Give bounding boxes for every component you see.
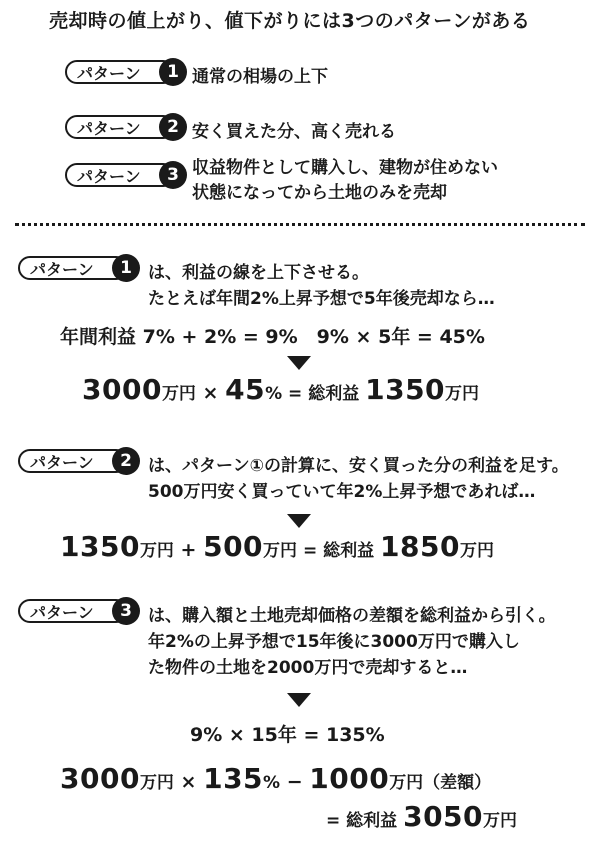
- badge-label: パターン: [30, 452, 94, 472]
- pattern-badge-1-detail: [18, 256, 132, 280]
- badge-number-2: 2: [159, 113, 187, 141]
- p1-unit2: 万円: [445, 384, 480, 404]
- p3-line1: は、購入額と土地売却価格の差額を総利益から引く。: [148, 606, 556, 626]
- p3-calc: 9% × 15年 = 135%: [190, 724, 385, 746]
- p3-unit2: 万円（差額）: [389, 773, 492, 793]
- pattern-badge-1: [65, 60, 179, 84]
- p3-pct: %: [263, 773, 281, 793]
- p3-value-a: 3000: [60, 762, 140, 795]
- summary-text-2: 安く買えた分、高く売れる: [192, 122, 396, 142]
- badge-number-3: 3: [159, 161, 187, 189]
- p1-line1: は、利益の線を上下させる。: [148, 263, 369, 283]
- p2-value-c: 1850: [380, 530, 460, 563]
- p1-eq: = 総利益: [282, 384, 366, 404]
- p2-value-b: 500: [203, 530, 264, 563]
- p3-eq: = 総利益: [326, 811, 404, 831]
- p3-unit3: 万円: [483, 811, 518, 831]
- p1-line2: たとえば年間2%上昇予想で5年後売却なら…: [148, 289, 495, 309]
- p2-unit: 万円: [139, 541, 174, 561]
- dotted-divider: [15, 223, 585, 226]
- down-arrow-icon: [287, 356, 311, 370]
- summary-text-3-line1: 収益物件として購入し、建物が住めない: [192, 158, 498, 178]
- p2-line2: 500万円安く買っていて年2%上昇予想であれば…: [148, 482, 536, 502]
- p3-op: ×: [173, 771, 204, 793]
- badge-label: パターン: [77, 63, 141, 83]
- p2-unit3: 万円: [459, 541, 494, 561]
- p1-value-b: 45: [225, 373, 266, 406]
- summary-text-3-line2: 状態になってから土地のみを売却: [192, 183, 447, 203]
- p2-value-a: 1350: [60, 530, 140, 563]
- p3-result: [60, 762, 491, 795]
- p2-eq: = 総利益: [297, 541, 381, 561]
- badge-number-2: 2: [112, 447, 140, 475]
- down-arrow-icon: [287, 514, 311, 528]
- p3-value-b: 135: [203, 762, 264, 795]
- p2-unit2: 万円: [263, 541, 298, 561]
- p1-op: ×: [195, 382, 226, 404]
- pattern-badge-3-detail: [18, 599, 132, 623]
- badge-label: パターン: [77, 166, 141, 186]
- badge-number-1: 1: [112, 254, 140, 282]
- p1-pct: %: [265, 384, 283, 404]
- p3-unit: 万円: [139, 773, 174, 793]
- p2-op: +: [173, 539, 204, 561]
- badge-label: パターン: [30, 602, 94, 622]
- p2-line1: は、パターン①の計算に、安く買った分の利益を足す。: [148, 456, 569, 476]
- p3-value-c: 1000: [309, 762, 390, 795]
- page-title: 売却時の値上がり、値下がりには3つのパターンがある: [49, 10, 531, 32]
- pattern-badge-2-detail: [18, 449, 132, 473]
- pattern-badge-3: [65, 163, 179, 187]
- down-arrow-icon: [287, 693, 311, 707]
- badge-label: パターン: [77, 118, 141, 138]
- badge-number-3: 3: [112, 597, 140, 625]
- p1-unit: 万円: [161, 384, 196, 404]
- p3-line3: た物件の土地を2000万円で売却すると…: [148, 658, 468, 678]
- badge-number-1: 1: [159, 58, 187, 86]
- p1-result: [82, 373, 479, 406]
- badge-label: パターン: [30, 259, 94, 279]
- pattern-badge-2: [65, 115, 179, 139]
- p1-value-c: 1350: [365, 373, 446, 406]
- p3-result-total: [326, 800, 517, 833]
- p1-calc: 年間利益 7% + 2% = 9% 9% × 5年 = 45%: [60, 326, 485, 348]
- p2-result: [60, 530, 494, 563]
- p3-line2: 年2%の上昇予想で15年後に3000万円で購入し: [148, 632, 520, 652]
- p3-minus: −: [280, 771, 310, 793]
- p3-value-d: 3050: [403, 800, 484, 833]
- p1-value-a: 3000: [82, 373, 162, 406]
- summary-text-1: 通常の相場の上下: [192, 67, 328, 87]
